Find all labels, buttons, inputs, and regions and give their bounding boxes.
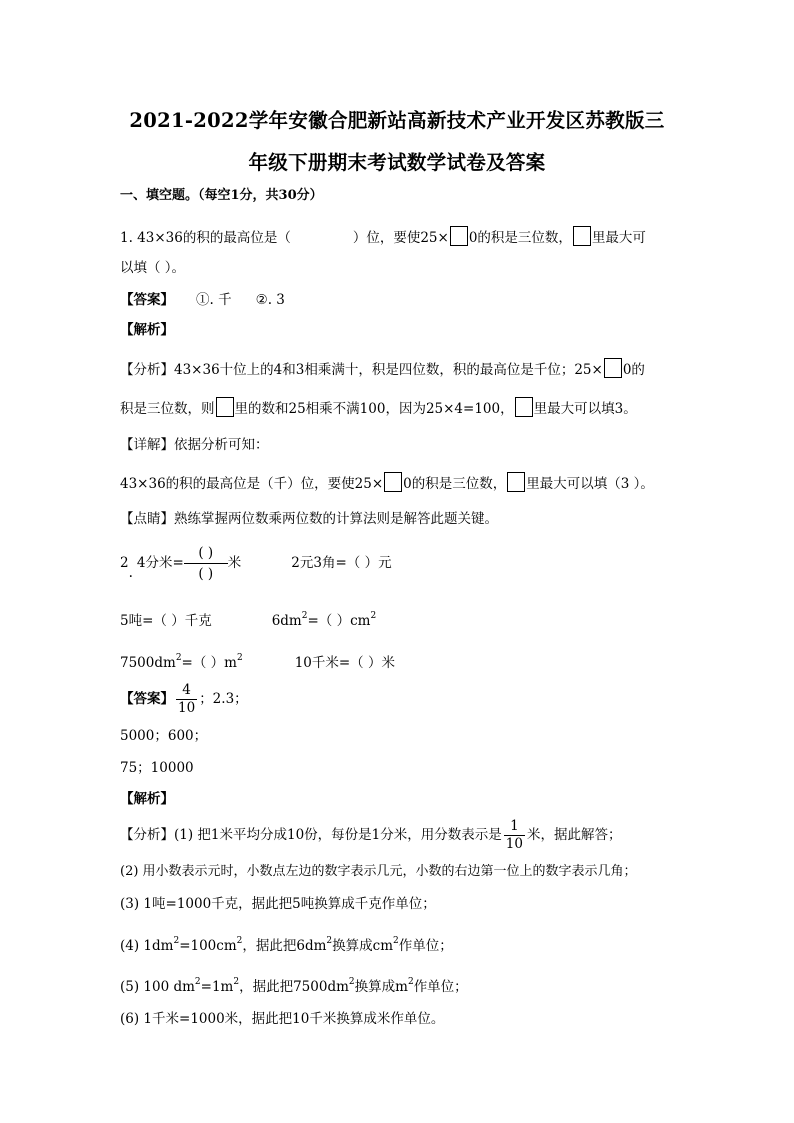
analysis-text: (4) 1dm [120, 938, 174, 954]
analysis-text: 作单位； [398, 938, 453, 954]
answer-value-1: ①. 千 [196, 292, 232, 308]
superscript: 2 [407, 977, 414, 987]
q2-item-a: 4分米= [136, 555, 184, 571]
q2-analysis-tag: 【解析】 [120, 791, 174, 807]
document-title-line2: 年级下册期末考试数学试卷及答案 [248, 151, 546, 174]
analysis-text: 里的数和25相乘不满100，因为25×4=100， [234, 401, 514, 417]
q1-analysis-line1 [120, 358, 645, 380]
q2-answer-line3: 75；10000 [120, 760, 194, 776]
q2-row3 [120, 648, 395, 673]
analysis-text: ，据此把6dm [242, 938, 327, 954]
analysis-text: (5) 100 dm [120, 979, 195, 995]
q2-item-d: =（ ）cm [307, 613, 371, 629]
analysis-text: 里最大可以填3。 [533, 401, 637, 417]
q1-answer [120, 290, 285, 310]
q2-analysis-2: (2) 用小数表示元时，小数点左边的数字表示几元，小数的右边第一位上的数字表示几角； [120, 864, 637, 879]
fraction-numerator: ( ) [184, 543, 228, 564]
q1-line1 [120, 226, 646, 248]
q2-item-e: 7500dm [120, 655, 176, 671]
answer-tag: 【答案】 [120, 691, 174, 707]
q2-item-d: 6dm [271, 613, 302, 629]
q1-detail-line [120, 472, 654, 494]
detail-text: 里最大可以填（3 ）。 [526, 476, 654, 492]
blank-box [573, 226, 591, 246]
analysis-text: =100cm [179, 938, 237, 954]
superscript: 2 [194, 977, 201, 987]
q2-analysis-4 [120, 931, 453, 956]
q2-answer-line2: 5000；600； [120, 728, 208, 744]
q2-row1 [120, 542, 392, 584]
blank-box [515, 397, 533, 417]
q2-analysis-3: (3) 1吨=1000千克，据此把5吨换算成千克作单位； [120, 896, 436, 912]
analysis-text: 换算成cm [332, 938, 394, 954]
analysis-text: 【分析】(1) 把1米平均分成10份，每份是1分米，用分数表示是 [120, 827, 502, 843]
q2-number-dot: . [128, 565, 133, 581]
detail-text: 43×36的积的最高位是（千）位，要使25× [120, 476, 384, 492]
fraction-denominator: ( ) [198, 566, 214, 582]
q1-text-a: 1. 43×36的积的最高位是（ [120, 230, 291, 246]
q2-item-c: 5吨=（ ）千克 [120, 613, 212, 629]
analysis-text: =1m [200, 979, 234, 995]
q2-number: 2 [120, 555, 129, 571]
q1-text-b: ）位，要使25× [352, 230, 449, 246]
analysis-text: 换算成m [354, 979, 408, 995]
superscript: 2 [236, 653, 243, 663]
q1-line2: 以填（ ）。 [120, 260, 186, 276]
fraction-denominator: 10 [505, 836, 523, 852]
q1-tip: 【点睛】熟练掌握两位数乘两位数的计算法则是解答此题关键。 [120, 511, 498, 527]
blank-box [604, 358, 622, 378]
q1-detail-tag: 【详解】依据分析可知： [120, 437, 269, 453]
superscript: 2 [301, 611, 308, 621]
fraction-denominator: 10 [178, 700, 196, 716]
q2-item-a-unit: 米 [227, 555, 242, 571]
section-heading: 一、填空题。（每空1分，共30分） [120, 188, 323, 203]
q2-analysis-5 [120, 972, 468, 997]
q2-answer [120, 680, 248, 718]
superscript: 2 [348, 977, 355, 987]
detail-text: 0的积是三位数， [403, 476, 507, 492]
document-title-line1: 2021-2022学年安徽合肥新站高新技术产业开发区苏教版三 [129, 109, 665, 132]
superscript: 2 [236, 936, 243, 946]
q2-analysis-1 [120, 816, 621, 854]
blank-box [216, 397, 234, 417]
blank-box [450, 226, 468, 246]
fraction-blank [184, 543, 228, 584]
q2-analysis-6: (6) 1千米=1000米，据此把10千米换算成米作单位。 [120, 1011, 445, 1027]
q1-analysis-line2 [120, 397, 637, 419]
analysis-fraction [504, 818, 525, 853]
analysis-text: 米，据此解答； [526, 827, 622, 843]
superscript: 2 [393, 936, 399, 946]
analysis-text: ，据此把7500dm [239, 979, 349, 995]
answer-values: ；2.3； [199, 691, 248, 707]
analysis-text: 0的 [622, 362, 645, 378]
analysis-text: 积是三位数，则 [120, 401, 215, 417]
fraction-numerator: 4 [176, 682, 197, 700]
q2-item-b: 2元3角=（ ）元 [291, 555, 392, 571]
answer-value-2: ②. 3 [255, 292, 285, 308]
fraction-numerator: 1 [504, 818, 525, 836]
superscript: 2 [233, 977, 240, 987]
q2-item-f: 10千米=（ ）米 [294, 655, 395, 671]
superscript: 2 [370, 611, 377, 621]
q2-item-e: =（ ）m [181, 655, 237, 671]
answer-tag: 【答案】 [120, 292, 174, 308]
answer-fraction [176, 682, 197, 717]
analysis-text: 【分析】43×36十位上的4和3相乘满十，积是四位数，积的最高位是千位；25× [120, 362, 603, 378]
superscript: 2 [173, 936, 180, 946]
q1-analysis-tag: 【解析】 [120, 322, 174, 338]
superscript: 2 [326, 936, 333, 946]
blank-box [384, 472, 402, 492]
superscript: 2 [175, 653, 182, 663]
blank-box [507, 472, 525, 492]
q1-text-d: 里最大可 [591, 230, 646, 246]
q2-row2 [120, 606, 376, 631]
q1-text-c: 0的积是三位数， [468, 230, 572, 246]
analysis-text: 作单位； [413, 979, 468, 995]
